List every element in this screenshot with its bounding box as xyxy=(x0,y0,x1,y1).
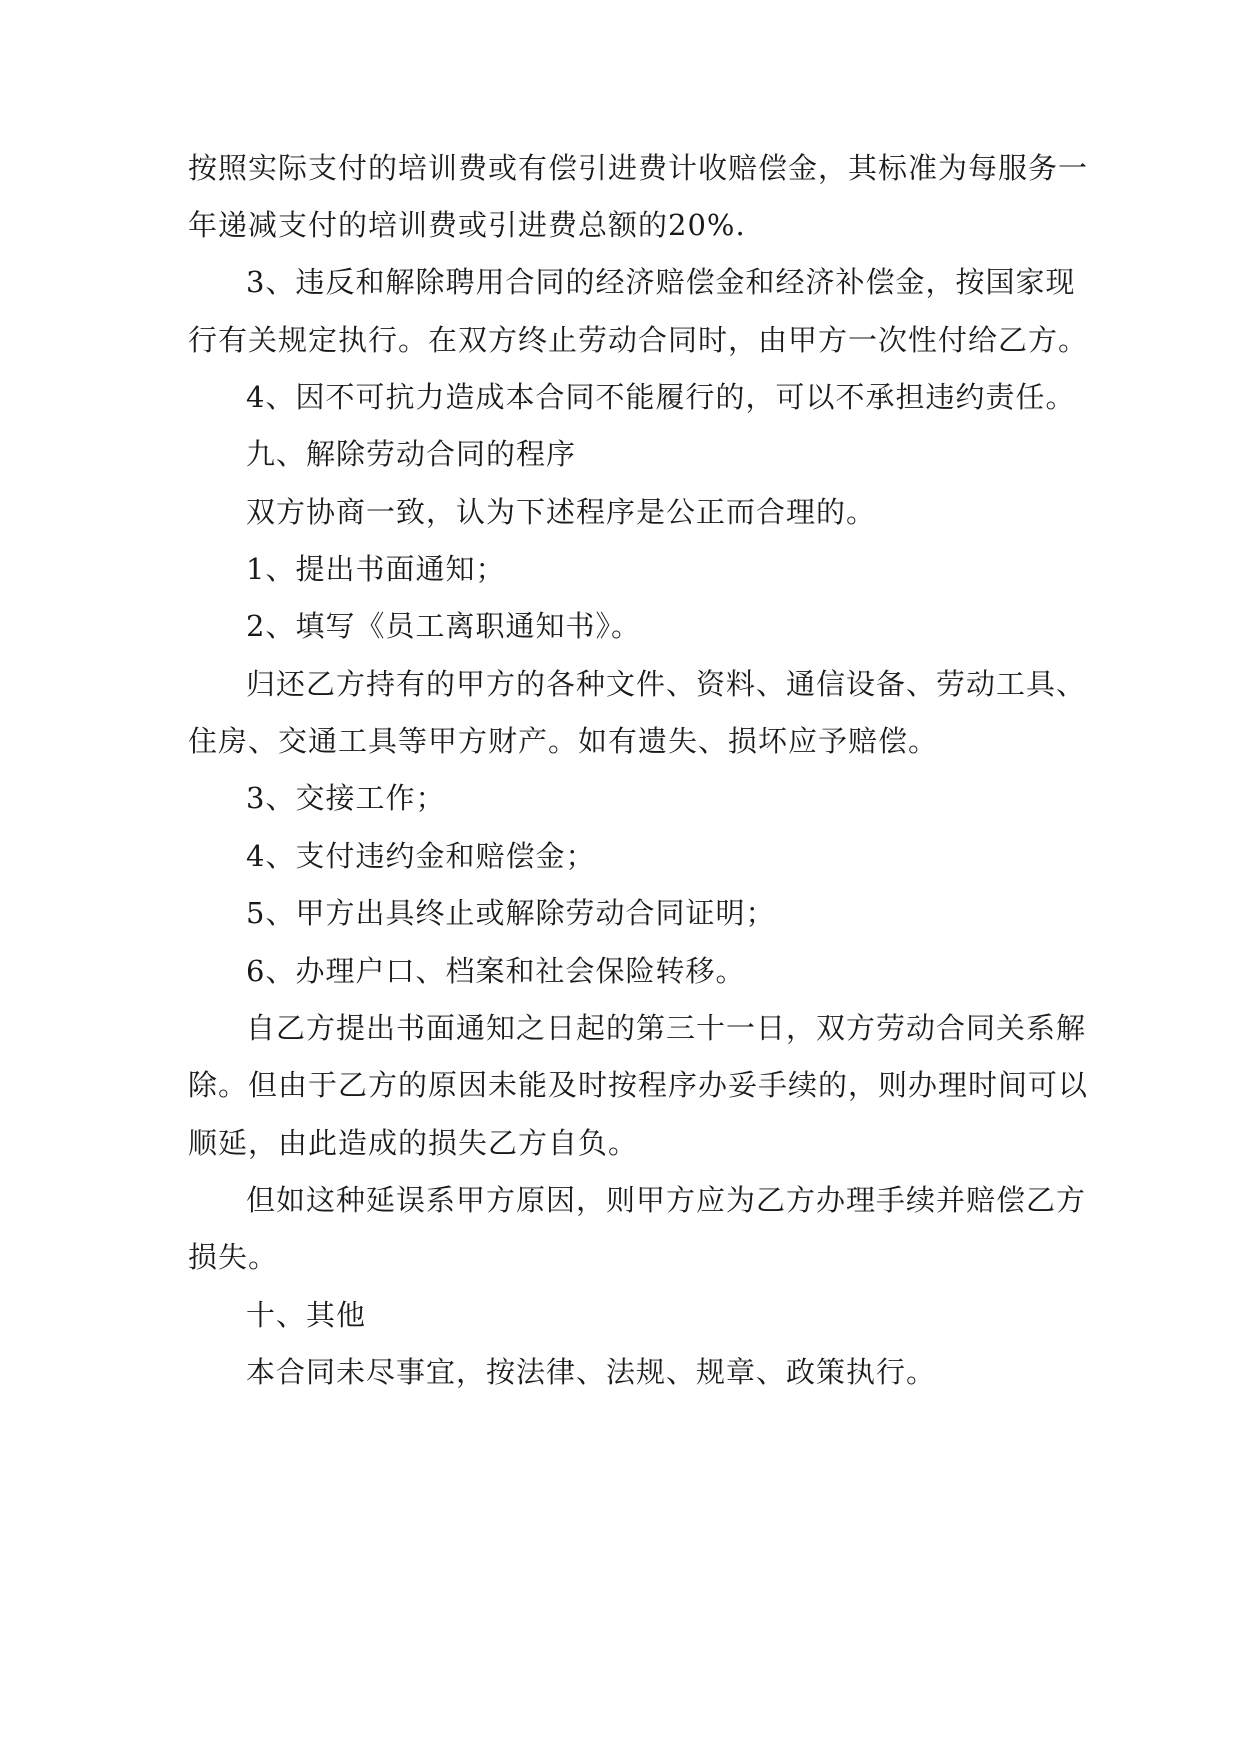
paragraph-line-17: 除。但由于乙方的原因未能及时按程序办妥手续的，则办理时间可以 xyxy=(188,1068,1089,1102)
paragraph-line-3: 3、违反和解除聘用合同的经济赔偿金和经济补偿金，按国家现 xyxy=(246,265,1076,299)
list-item-3: 3、交接工作； xyxy=(246,781,446,815)
paragraph-line-2: 年递减支付的培训费或引进费总额的20%. xyxy=(188,208,746,242)
paragraph-line-7: 双方协商一致，认为下述程序是公正而合理的。 xyxy=(246,495,877,529)
paragraph-line-4: 行有关规定执行。在双方终止劳动合同时，由甲方一次性付给乙方。 xyxy=(188,323,1089,357)
list-item-4: 4、支付违约金和赔偿金； xyxy=(246,839,596,873)
paragraph-line-20: 损失。 xyxy=(188,1240,279,1274)
list-item-2: 2、填写《员工离职通知书》。 xyxy=(246,609,641,643)
paragraph-line-5: 4、因不可抗力造成本合同不能履行的，可以不承担违约责任。 xyxy=(246,380,1076,414)
paragraph-line-11: 住房、交通工具等甲方财产。如有遗失、损坏应予赔偿。 xyxy=(188,724,939,758)
section-heading-ten: 十、其他 xyxy=(246,1298,367,1332)
list-item-6: 6、办理户口、档案和社会保险转移。 xyxy=(246,954,746,988)
paragraph-line-18: 顺延，由此造成的损失乙方自负。 xyxy=(188,1126,639,1160)
list-item-5: 5、甲方出具终止或解除劳动合同证明； xyxy=(246,896,776,930)
paragraph-line-16: 自乙方提出书面通知之日起的第三十一日，双方劳动合同关系解 xyxy=(246,1011,1087,1045)
paragraph-line-1: 按照实际支付的培训费或有偿引进费计收赔偿金，其标准为每服务一 xyxy=(188,151,1089,185)
paragraph-line-10: 归还乙方持有的甲方的各种文件、资料、通信设备、劳动工具、 xyxy=(246,667,1087,701)
paragraph-line-19: 但如这种延误系甲方原因，则甲方应为乙方办理手续并赔偿乙方 xyxy=(246,1183,1087,1217)
section-heading-nine: 九、解除劳动合同的程序 xyxy=(246,437,577,471)
paragraph-line-22: 本合同未尽事宜，按法律、法规、规章、政策执行。 xyxy=(246,1355,937,1389)
list-item-1: 1、提出书面通知； xyxy=(246,552,506,586)
